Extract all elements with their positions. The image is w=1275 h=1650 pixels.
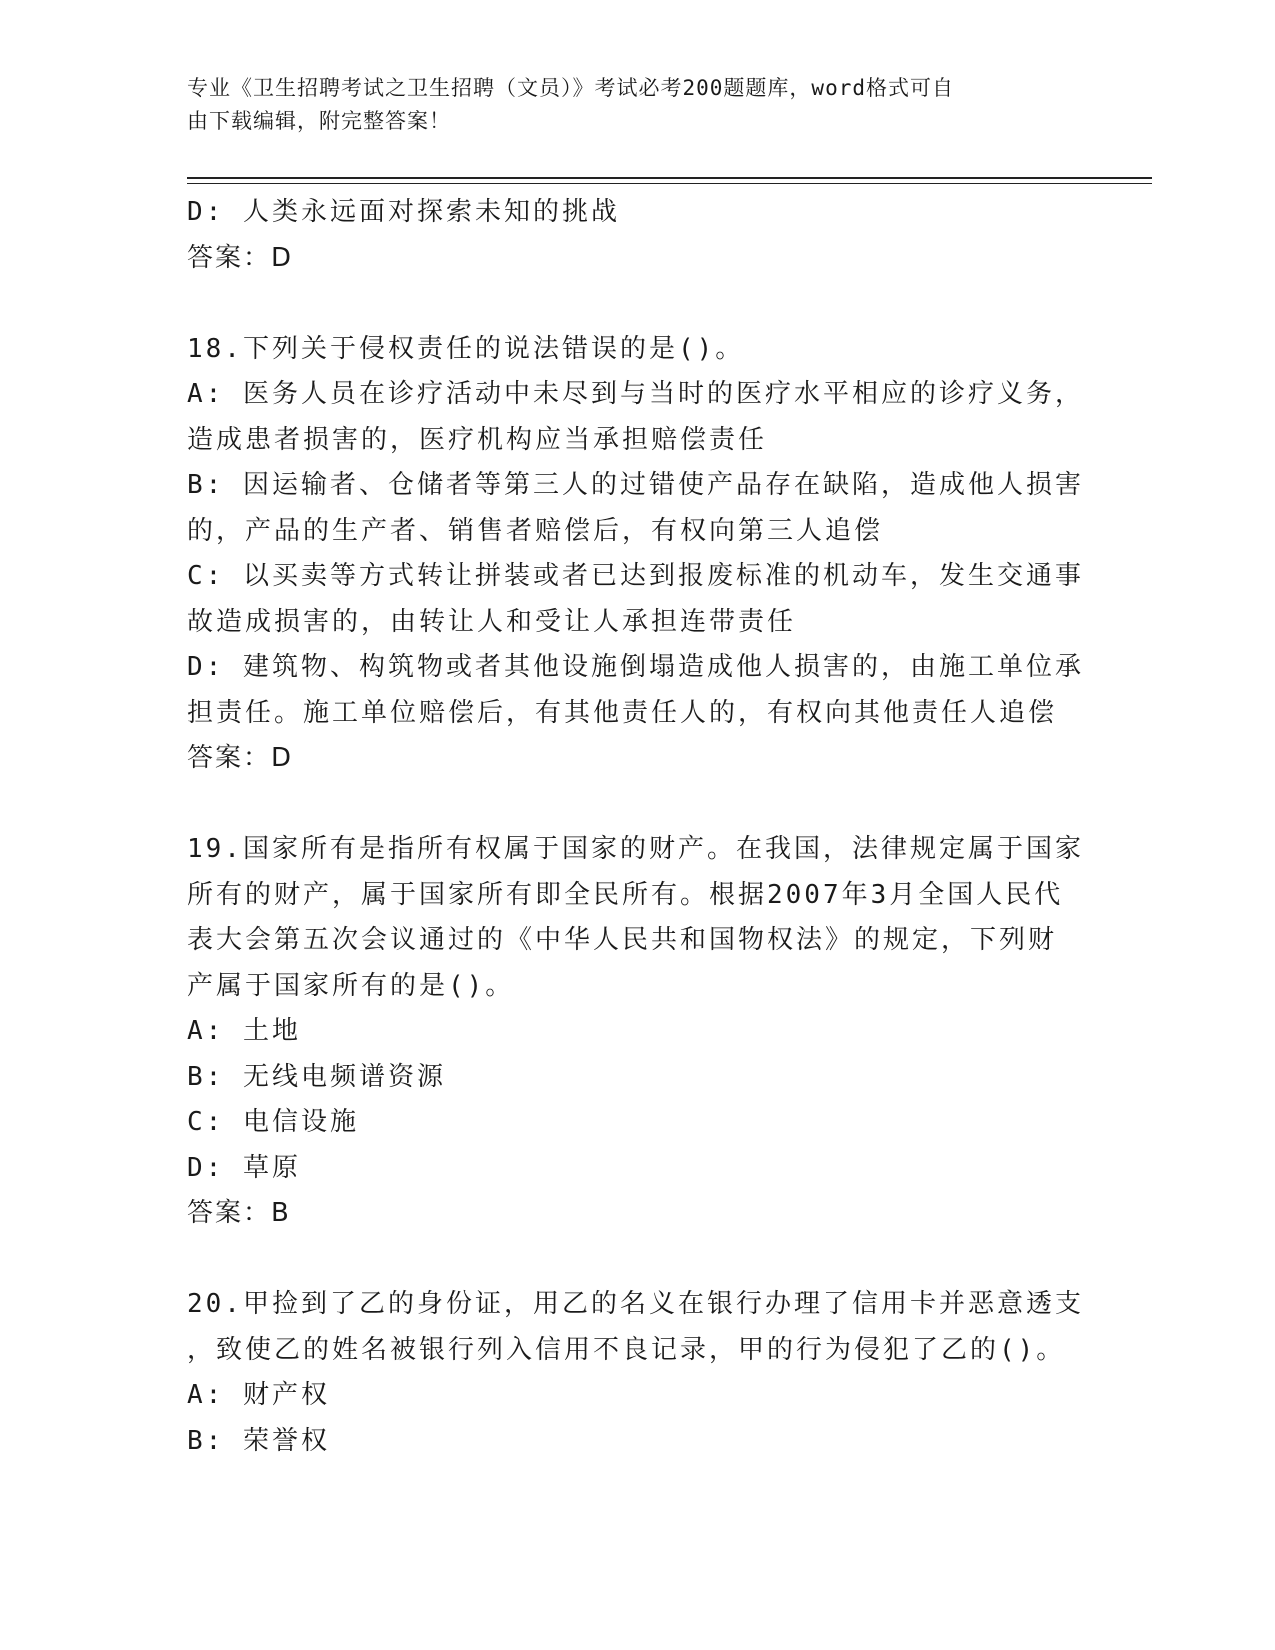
spacer — [187, 782, 1077, 828]
q19-stem-line-3: 表大会第五次会议通过的《中华人民共和国物权法》的规定，下列财 — [187, 925, 1058, 955]
q20-option-b: B: 荣誉权 — [187, 1425, 330, 1456]
q19-stem-line-2: 所有的财产，属于国家所有即全民所有。根据2007年3月全国人民代 — [187, 879, 1064, 910]
document-body — [187, 190, 1084, 1464]
q18-option-c-line-2: 故造成损害的，由转让人和受让人承担连带责任 — [187, 606, 797, 637]
question-19 — [187, 827, 1084, 1237]
header-divider-thick — [187, 177, 1152, 179]
header-divider-thin — [187, 183, 1152, 184]
q18-option-b-line-1: B: 因运输者、仓储者等第三人的过错使产品存在缺陷，造成他人损害 — [187, 470, 1084, 500]
q19-stem-line-4: 产属于国家所有的是()。 — [187, 970, 515, 1001]
question-17 — [187, 190, 1077, 281]
q20-option-a: A: 财产权 — [187, 1380, 330, 1410]
q18-option-d-line-2: 担责任。施工单位赔偿后，有其他责任人的，有权向其他责任人追偿 — [187, 697, 1058, 728]
header-line-1: 专业《卫生招聘考试之卫生招聘（文员）》考试必考200题题库，word格式可自 — [187, 76, 954, 100]
q18-option-c-line-1: C: 以买卖等方式转让拼装或者已达到报废标准的机动车，发生交通事 — [187, 561, 1084, 591]
q18-option-a-line-2: 造成患者损害的，医疗机构应当承担赔偿责任 — [187, 424, 768, 455]
q19-option-a: A: 土地 — [187, 1016, 301, 1046]
header-line-2: 由下载编辑，附完整答案！ — [187, 109, 451, 133]
q18-stem: 18.下列关于侵权责任的说法错误的是()。 — [187, 333, 745, 364]
spacer — [187, 1237, 1077, 1283]
spacer — [187, 281, 1077, 327]
q19-option-b: B: 无线电频谱资源 — [187, 1061, 446, 1092]
q18-option-a-line-1: A: 医务人员在诊疗活动中未尽到与当时的医疗水平相应的诊疗义务， — [187, 379, 1084, 409]
q19-option-d: D: 草原 — [187, 1152, 301, 1183]
q19-stem-line-1: 19.国家所有是指所有权属于国家的财产。在我国，法律规定属于国家 — [187, 834, 1084, 864]
question-20 — [187, 1282, 1084, 1464]
q18-option-d-line-1: D: 建筑物、构筑物或者其他设施倒塌造成他人损害的，由施工单位承 — [187, 652, 1084, 682]
q19-option-c: C: 电信设施 — [187, 1107, 359, 1137]
question-18 — [187, 327, 1084, 782]
q20-stem-line-1: 20.甲捡到了乙的身份证，用乙的名义在银行办理了信用卡并恶意透支 — [187, 1289, 1084, 1319]
q20-stem-line-2: ，致使乙的姓名被银行列入信用不良记录，甲的行为侵犯了乙的()。 — [187, 1334, 1066, 1365]
document-header — [187, 72, 1067, 138]
q17-option-d: D: 人类永远面对探索未知的挑战 — [187, 197, 620, 227]
q19-answer: 答案：B — [187, 1198, 291, 1228]
q18-answer: 答案：D — [187, 743, 294, 773]
q17-answer: 答案：D — [187, 242, 294, 273]
q18-option-b-line-2: 的，产品的生产者、销售者赔偿后，有权向第三人追偿 — [187, 515, 884, 546]
